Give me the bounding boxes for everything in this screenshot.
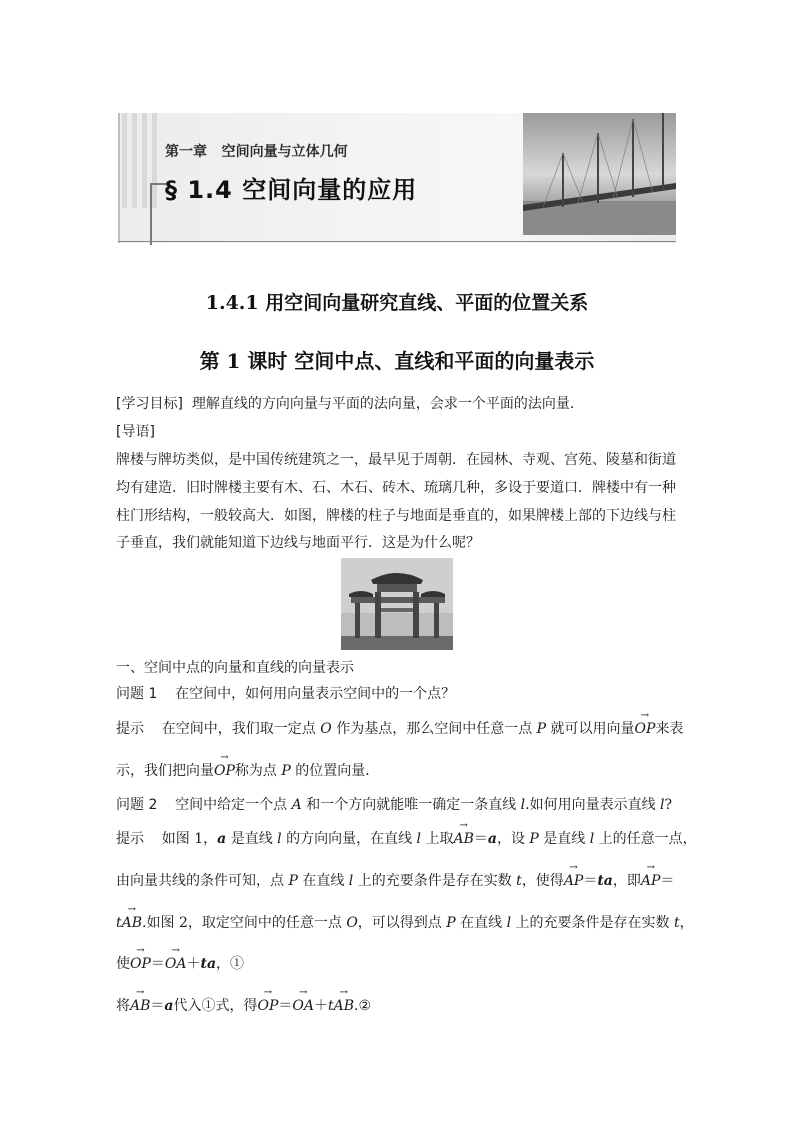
var-A: A: [291, 797, 302, 813]
pailou-photo: [341, 558, 453, 650]
hint-2-line-2: [116, 872, 674, 890]
hint-2-line-1: [116, 830, 697, 848]
var-a: a: [164, 998, 174, 1014]
text: ＝: [278, 998, 293, 1014]
text: ＝: [150, 998, 165, 1014]
var-t: t: [327, 998, 334, 1014]
q1-text: 在空间中，如何用向量表示空间中的一个点？: [157, 686, 456, 702]
goal-label: [学习目标]: [116, 396, 183, 412]
question-1: [116, 685, 455, 703]
text: ，设: [496, 831, 530, 847]
var-t: t: [516, 873, 522, 889]
hint2-label: 提示: [116, 831, 144, 847]
bridge-photo: [523, 113, 676, 235]
question-2: [116, 796, 672, 814]
text: 上的充要条件是存在实数: [353, 873, 517, 889]
intro-line-1: 牌楼与牌坊类似，是中国传统建筑之一，最早见于周朝．在园林、寺观、宫苑、陵墓和街道: [116, 452, 676, 468]
text: ＋: [186, 956, 201, 972]
intro-line-3: 柱门形结构，一般较高大．如图，牌楼的柱子与地面是垂直的，如果牌楼上部的下边线与柱: [116, 508, 676, 524]
var-O: O: [320, 721, 332, 737]
vector-AB: → AB: [122, 914, 142, 932]
text: 的位置向量．: [290, 763, 380, 779]
goal-text: 理解直线的方向向量与平面的法向量，会求一个平面的法向量．: [182, 396, 584, 412]
vector-OP: → OP: [214, 762, 235, 780]
text: 代入①式，得: [173, 998, 258, 1014]
var-l: l: [348, 873, 354, 889]
var-P: P: [281, 763, 291, 779]
hint-1-line-1: [116, 720, 683, 738]
text: 称为点: [234, 763, 282, 779]
var-P: P: [288, 873, 298, 889]
text: 上的任意一点，: [594, 831, 697, 847]
intro-label: [导语]: [116, 424, 155, 440]
text: ＝: [473, 831, 488, 847]
vector-OP: → OP: [130, 955, 151, 973]
text: .如图 2，取定空间中的任意一点: [142, 915, 347, 931]
text: 在直线: [455, 915, 507, 931]
vector-OP: → OP: [257, 997, 278, 1015]
text: 就可以用向量: [546, 721, 635, 737]
var-l: l: [416, 831, 422, 847]
subsection-heading: 1.4.1 用空间向量研究直线、平面的位置关系: [205, 292, 589, 314]
text: ，: [679, 915, 694, 931]
hint-2-line-5: [116, 997, 371, 1015]
var-l: l: [506, 915, 512, 931]
vector-OA: → OA: [292, 997, 314, 1015]
lesson-heading: 第 1 课时 空间中点、直线和平面的向量表示: [199, 349, 595, 373]
text: 上取: [421, 831, 454, 847]
part1-title: 一、空间中点的向量和直线的向量表示: [116, 660, 354, 676]
var-t: t: [116, 915, 122, 931]
var-P: P: [446, 915, 456, 931]
text: 将: [116, 998, 130, 1014]
var-t: t: [673, 915, 680, 931]
var-a: a: [217, 831, 227, 847]
text: .②: [354, 998, 372, 1014]
banner-hook-line: [150, 183, 166, 245]
text: 在空间中，我们取一定点: [144, 721, 321, 737]
var-ta: ta: [200, 956, 217, 972]
text: ＝: [583, 873, 598, 889]
text: 的方向向量，在直线: [281, 831, 417, 847]
text: 如图 1，: [144, 831, 218, 847]
text: 是直线: [538, 831, 590, 847]
text: ，即: [612, 873, 641, 889]
q1-label: 问题 1: [116, 686, 158, 702]
text: ?: [664, 797, 673, 813]
vector-AB: → AB: [334, 997, 354, 1015]
vector-AB: → AB: [130, 997, 150, 1015]
var-ta: ta: [597, 873, 613, 889]
var-O: O: [346, 915, 358, 931]
var-l: l: [589, 831, 595, 847]
text: 空间中给定一个点: [157, 797, 292, 813]
intro-line-2: 均有建造．旧时牌楼主要有木、石、木石、砖木、琉璃几种，多设于要道口．牌楼中有一种: [116, 480, 676, 496]
var-P: P: [536, 721, 547, 737]
text: 由向量共线的条件可知，点: [116, 873, 289, 889]
text: .如何用向量表示直线: [525, 797, 661, 813]
hint1-label: 提示: [116, 721, 144, 737]
text: 作为基点，那么空间中任意一点: [331, 721, 537, 737]
chapter-label: 第一章 空间向量与立体几何: [165, 144, 348, 160]
banner-left-border: [118, 113, 120, 243]
hint-2-line-3: [116, 914, 694, 932]
section-title: § 1.4 空间向量的应用: [165, 176, 418, 204]
var-l: l: [277, 831, 282, 847]
var-P: P: [529, 831, 539, 847]
var-l: l: [520, 797, 526, 813]
hint-1-line-2: [116, 762, 379, 780]
vector-OP: → OP: [635, 720, 656, 738]
text: 和一个方向就能唯一确定一条直线: [301, 797, 521, 813]
text: 示，我们把向量: [116, 763, 214, 779]
text: ＝: [660, 873, 675, 889]
text: 来表: [655, 721, 684, 737]
vector-AB: → AB: [453, 830, 473, 848]
text: ＋: [313, 998, 328, 1014]
hint-2-line-4: [116, 955, 244, 973]
text: ，使得: [521, 873, 564, 889]
vector-OA: → OA: [165, 955, 187, 973]
text: 上的充要条件是存在实数: [511, 915, 674, 931]
var-a: a: [487, 831, 497, 847]
vector-AP: → AP: [564, 872, 584, 890]
learning-goal: [116, 395, 584, 413]
text: ，可以得到点: [357, 915, 447, 931]
text: 在直线: [297, 873, 349, 889]
var-l: l: [660, 797, 665, 813]
text: 使: [116, 956, 130, 972]
banner-bottom-line: [118, 241, 676, 242]
intro-line-4: 子垂直，我们就能知道下边线与地面平行．这是为什么呢？: [116, 535, 480, 551]
text: ＝: [150, 956, 165, 972]
vector-AP: → AP: [641, 872, 661, 890]
q2-label: 问题 2: [116, 797, 158, 813]
text: 是直线: [226, 831, 278, 847]
text: ，①: [216, 956, 245, 972]
